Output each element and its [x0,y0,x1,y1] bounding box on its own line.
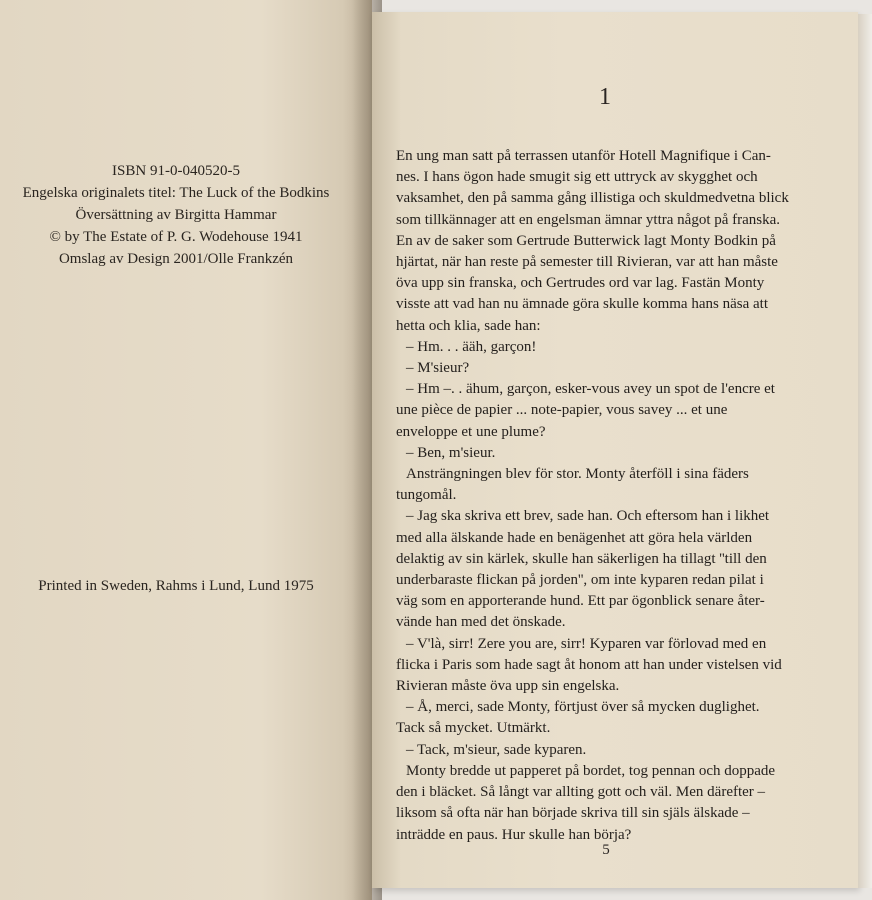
text-line: delaktig av sin kärlek, skulle han säkerligen ha tillagt ''till den [396,550,767,567]
text-line: En av de saker som Gertrude Butterwick lagt Monty Bodkin på [396,232,776,249]
text-line: som tillkännager att en engelsman ämnar yttra något på franska. [396,211,781,228]
text-line: Tack så mycket. Utmärkt. [396,720,551,737]
text-line: liksom så ofta när han började skriva till sin själs älskade – [396,805,750,822]
text-line: flicka i Paris som hade sagt åt honom att han under vistelsen vid [396,656,782,673]
text-line: enveloppe et une plume? [396,423,546,440]
text-line: öva upp sin franska, och Gertrudes ord var lag. Fastän Monty [396,275,765,292]
text-line: den i bläcket. Så långt var allting gott och väl. Men därefter – [396,784,766,801]
text-line: – M'sieur? [406,360,470,377]
text-line: vände han med det önskade. [396,614,566,631]
left-page [0,0,372,900]
chapter-text [396,146,842,846]
page-edge [858,14,872,888]
text-line: hjärtat, när han reste på semester till Rivieran, var att han måste [396,254,778,271]
cover-credit: Omslag av Design 2001/Olle Frankzén [58,251,294,267]
text-line: En ung man satt på terrassen utanför Hotell Magnifique i Can- [396,148,771,164]
text-line: tungomål. [396,487,457,504]
text-line: – Tack, m'sieur, sade kyparen. [406,741,587,758]
translation-credit: Översättning av Birgitta Hammar [75,207,277,223]
text-line: une pièce de papier ... note-papier, vous savey ... et une [396,402,728,419]
original-title: Engelska originalets titel: The Luck of the Bodkins [22,185,330,201]
text-line: vaksamhet, den på samma gång illistiga och skuldmedvetna blick [396,190,789,207]
text-line: nes. I hans ögon hade smugit sig ett uttryck av skygghet och [396,169,758,186]
text-line: väg som en apporterande hund. Ett par ögonblick senare åter- [396,593,765,610]
text-line: Ansträngningen blev för stor. Monty återföll i sina fäders [406,466,749,483]
text-line: inträdde en paus. Hur skulle han börja? [396,826,632,843]
isbn: ISBN 91-0-040520-5 [112,163,240,179]
text-line: – V'là, sirr! Zere you are, sirr! Kyparen var förlovad med en [406,635,767,652]
text-line: hetta och klia, sade han: [396,317,541,334]
printed-line: Printed in Sweden, Rahms i Lund, Lund 1975 [38,578,314,594]
text-line: Monty bredde ut papperet på bordet, tog pennan och doppade [406,762,776,779]
text-line: – Å, merci, sade Monty, förtjust över så mycken duglighet. [406,699,760,716]
text-line: – Hm –. . ähum, garçon, esker-vous avey un spot de l'encre et [406,381,775,398]
text-line: – Hm. . . ääh, garçon! [406,338,537,355]
text-line: Rivieran måste öva upp sin engelska. [396,678,620,695]
page-number: 5 [602,842,610,858]
text-line: – Ben, m'sieur. [406,444,496,461]
colophon [0,160,352,270]
chapter-number: 1 [599,84,611,110]
text-line: underbaraste flickan på jorden'', om inte kyparen redan pilat i [396,572,764,589]
copyright-line: © by The Estate of P. G. Wodehouse 1941 [49,229,303,245]
text-line: – Jag ska skriva ett brev, sade han. Och eftersom han i likhet [406,508,770,525]
text-line: med alla älskande hade en benägenhet att göra hela världen [396,529,753,546]
text-line: visste att vad han nu ämnade göra skulle komma hans näsa att [396,296,768,313]
